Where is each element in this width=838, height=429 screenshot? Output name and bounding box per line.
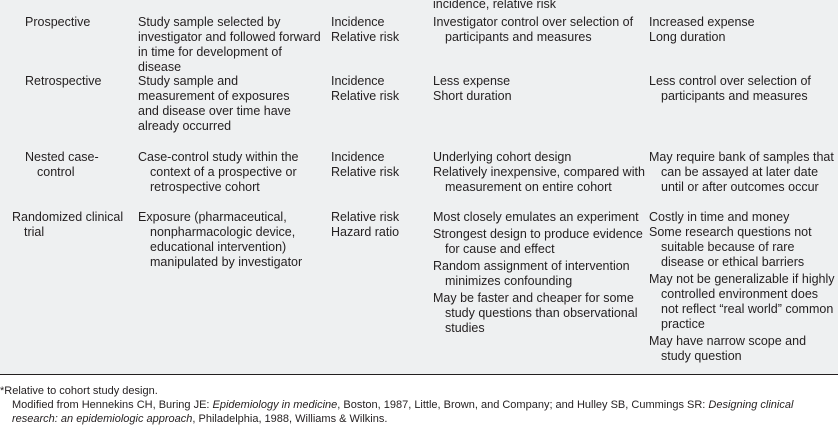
advantage-item: Less expense xyxy=(433,74,511,88)
table-bottom-rule xyxy=(0,374,838,375)
measure-item: Hazard ratio xyxy=(331,225,400,239)
advantage-item: Investigator control over selection of participants and measures xyxy=(433,15,634,44)
design-cell: Nested case-control xyxy=(25,150,99,179)
measure-item: Relative risk xyxy=(331,165,400,179)
footnote-relative: *Relative to cohort study design. xyxy=(0,385,158,397)
design-cell: Retrospective xyxy=(25,74,102,88)
disadvantages-cell xyxy=(649,15,835,45)
measures-cell xyxy=(331,15,429,45)
advantages-cell xyxy=(433,15,645,51)
advantages-cell xyxy=(433,74,645,104)
advantage-item: Relatively inexpensive, compared with measurement on entire cohort xyxy=(433,165,645,194)
disadvantage-item: Some research questions not suitable because of rare disease or ethical barriers xyxy=(649,225,812,269)
advantage-item: Strongest design to produce evidence for cause and effect xyxy=(433,227,643,256)
description-cell: Study sample selected by investigator and followed forward in time for development of disease xyxy=(138,15,321,74)
advantages-cell xyxy=(433,150,645,201)
source-middle: , Boston, 1987, Little, Brown, and Company; and Hulley SB, Cummings SR: xyxy=(337,399,709,411)
measures-cell xyxy=(331,74,429,104)
measures-cell xyxy=(331,210,421,240)
measure-item: Relative risk xyxy=(331,210,400,224)
disadvantage-item: May not be generalizable if highly controlled environment does not reflect “real world” common practice xyxy=(649,272,835,331)
advantage-item: May be faster and cheaper for some study questions than observational studies xyxy=(433,291,638,335)
disadvantages-cell xyxy=(649,74,835,110)
source-title-1: Epidemiology in medicine xyxy=(212,399,338,411)
advantage-item: Short duration xyxy=(433,89,512,103)
description-cell: Exposure (pharmaceutical, nonpharmacologic device, educational intervention) manipulated by investigator xyxy=(138,210,303,269)
advantages-cell xyxy=(433,210,645,342)
disadvantage-item: Costly in time and money xyxy=(649,210,790,224)
disadvantages-cell xyxy=(649,210,835,370)
design-cell: Randomized clinical trial xyxy=(12,210,124,239)
disadvantages-cell xyxy=(649,150,835,201)
disadvantage-item: Long duration xyxy=(649,30,726,44)
measure-item: Relative risk xyxy=(331,30,400,44)
disadvantage-item: Increased expense xyxy=(649,15,755,29)
measure-item: Incidence xyxy=(331,74,385,88)
source-prefix: Modified from Hennekins CH, Buring JE: xyxy=(12,399,213,411)
advantage-item: Underlying cohort design xyxy=(433,150,572,164)
advantage-item: Most closely emulates an experiment xyxy=(433,210,639,224)
disadvantage-item: Less control over selection of participants and measures xyxy=(649,74,811,103)
disadvantage-item: May have narrow scope and study question xyxy=(649,334,807,363)
source-suffix: , Philadelphia, 1988, Williams & Wilkins. xyxy=(192,413,388,425)
disadvantage-item: May require bank of samples that can be assayed at later date until or after outcomes occur xyxy=(649,150,834,194)
measure-item: Relative risk xyxy=(331,89,400,103)
description-cell: Study sample and measurement of exposures and disease over time have already occurred xyxy=(138,74,291,133)
measure-item: Incidence xyxy=(331,150,385,164)
measure-item: Incidence xyxy=(331,15,385,29)
footnote-source xyxy=(0,398,838,426)
continued-text-fragment: incidence, relative risk xyxy=(433,0,556,11)
design-cell: Prospective xyxy=(25,15,91,29)
measures-cell xyxy=(331,150,429,180)
description-cell: Case-control study within the context of a prospective or retrospective cohort xyxy=(138,150,299,194)
advantage-item: Random assignment of intervention minimizes confounding xyxy=(433,259,630,288)
source-title-2: Designing clinical research: an epidemiologic approach xyxy=(12,399,794,425)
table-footnotes xyxy=(0,384,838,426)
